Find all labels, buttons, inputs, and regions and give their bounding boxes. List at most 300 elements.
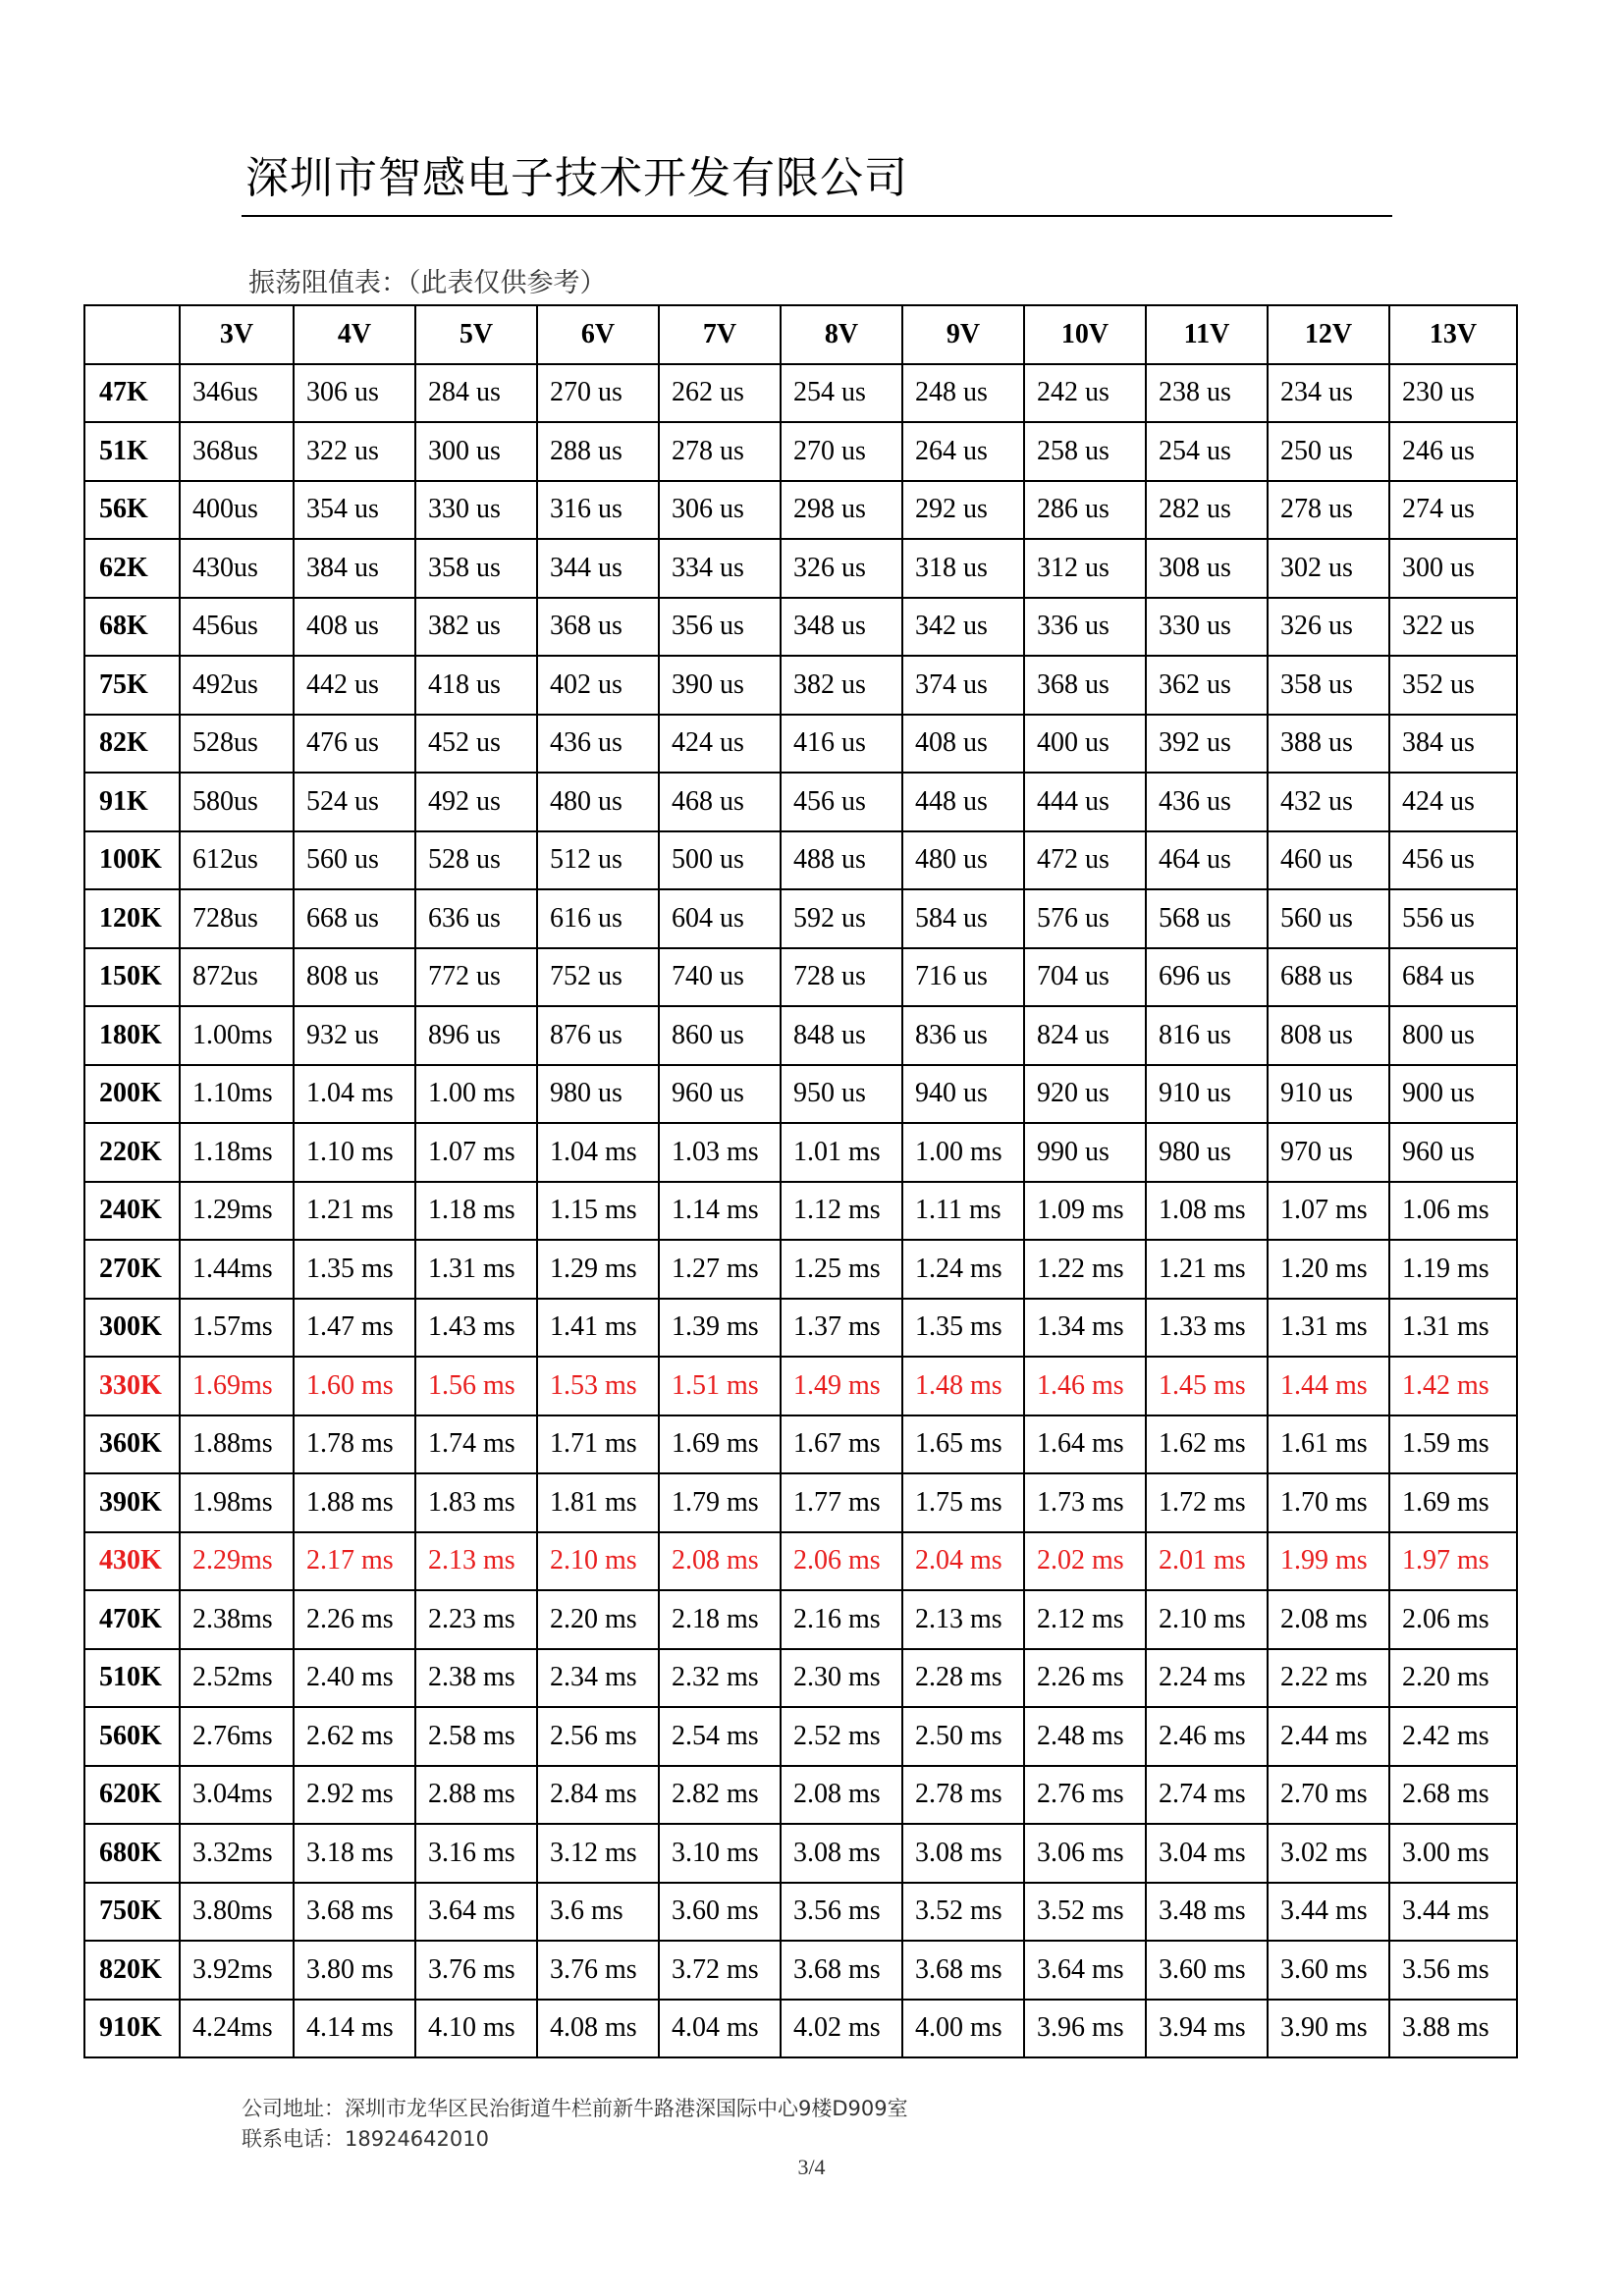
resistor-value-cell: 300K xyxy=(84,1299,180,1358)
period-value-cell: 3.64 ms xyxy=(1024,1941,1146,2000)
period-value-cell: 2.88 ms xyxy=(415,1766,537,1825)
period-value-cell: 2.38ms xyxy=(180,1590,294,1649)
table-row xyxy=(84,598,1517,657)
resistor-value-cell: 560K xyxy=(84,1707,180,1766)
table-row xyxy=(84,1590,1517,1649)
period-value-cell: 2.13 ms xyxy=(902,1590,1024,1649)
period-value-cell: 1.88ms xyxy=(180,1415,294,1474)
period-value-cell: 910 us xyxy=(1268,1065,1389,1124)
period-value-cell: 2.04 ms xyxy=(902,1532,1024,1591)
period-value-cell: 1.10 ms xyxy=(294,1123,415,1182)
resistor-value-cell: 680K xyxy=(84,1824,180,1883)
period-value-cell: 1.20 ms xyxy=(1268,1240,1389,1299)
table-row xyxy=(84,831,1517,890)
resistor-value-cell: 56K xyxy=(84,481,180,540)
period-value-cell: 356 us xyxy=(659,598,781,657)
resistor-value-cell: 270K xyxy=(84,1240,180,1299)
period-value-cell: 4.24ms xyxy=(180,2000,294,2058)
table-row xyxy=(84,1357,1517,1415)
period-value-cell: 300 us xyxy=(1389,539,1517,598)
period-value-cell: 2.76ms xyxy=(180,1707,294,1766)
period-value-cell: 1.83 ms xyxy=(415,1473,537,1532)
table-row xyxy=(84,1473,1517,1532)
period-value-cell: 3.96 ms xyxy=(1024,2000,1146,2058)
period-value-cell: 3.76 ms xyxy=(415,1941,537,2000)
period-value-cell: 2.12 ms xyxy=(1024,1590,1146,1649)
period-value-cell: 2.10 ms xyxy=(537,1532,659,1591)
period-value-cell: 444 us xyxy=(1024,773,1146,831)
table-row xyxy=(84,1649,1517,1708)
resistor-value-cell: 750K xyxy=(84,1883,180,1942)
table-row xyxy=(84,1006,1517,1065)
period-value-cell: 306 us xyxy=(659,481,781,540)
period-value-cell: 1.67 ms xyxy=(781,1415,902,1474)
period-value-cell: 436 us xyxy=(1146,773,1268,831)
period-value-cell: 4.04 ms xyxy=(659,2000,781,2058)
header-row xyxy=(84,305,1517,364)
period-value-cell: 576 us xyxy=(1024,889,1146,948)
period-value-cell: 688 us xyxy=(1268,948,1389,1007)
period-value-cell: 2.92 ms xyxy=(294,1766,415,1825)
period-value-cell: 704 us xyxy=(1024,948,1146,1007)
period-value-cell: 234 us xyxy=(1268,364,1389,423)
period-value-cell: 242 us xyxy=(1024,364,1146,423)
period-value-cell: 1.00ms xyxy=(180,1006,294,1065)
period-value-cell: 330 us xyxy=(1146,598,1268,657)
period-value-cell: 322 us xyxy=(294,422,415,481)
period-value-cell: 696 us xyxy=(1146,948,1268,1007)
column-header: 12V xyxy=(1268,305,1389,364)
period-value-cell: 1.69 ms xyxy=(1389,1473,1517,1532)
period-value-cell: 424 us xyxy=(1389,773,1517,831)
period-value-cell: 1.10ms xyxy=(180,1065,294,1124)
period-value-cell: 3.92ms xyxy=(180,1941,294,2000)
period-value-cell: 1.25 ms xyxy=(781,1240,902,1299)
period-value-cell: 1.57ms xyxy=(180,1299,294,1358)
period-value-cell: 286 us xyxy=(1024,481,1146,540)
table-row xyxy=(84,1883,1517,1942)
period-value-cell: 560 us xyxy=(294,831,415,890)
period-value-cell: 2.24 ms xyxy=(1146,1649,1268,1708)
period-value-cell: 3.08 ms xyxy=(781,1824,902,1883)
oscillation-resistance-table xyxy=(83,304,1518,2058)
period-value-cell: 1.21 ms xyxy=(294,1182,415,1241)
period-value-cell: 1.51 ms xyxy=(659,1357,781,1415)
period-value-cell: 3.60 ms xyxy=(1268,1941,1389,2000)
table-row xyxy=(84,422,1517,481)
period-value-cell: 1.31 ms xyxy=(415,1240,537,1299)
period-value-cell: 344 us xyxy=(537,539,659,598)
period-value-cell: 300 us xyxy=(415,422,537,481)
period-value-cell: 278 us xyxy=(659,422,781,481)
table-row xyxy=(84,539,1517,598)
period-value-cell: 308 us xyxy=(1146,539,1268,598)
period-value-cell: 3.88 ms xyxy=(1389,2000,1517,2058)
resistor-value-cell: 620K xyxy=(84,1766,180,1825)
table-subtitle: 振荡阻值表：（此表仅供参考） xyxy=(248,268,607,298)
period-value-cell: 568 us xyxy=(1146,889,1268,948)
period-value-cell: 384 us xyxy=(1389,715,1517,774)
period-value-cell: 254 us xyxy=(1146,422,1268,481)
period-value-cell: 1.35 ms xyxy=(902,1299,1024,1358)
period-value-cell: 1.45 ms xyxy=(1146,1357,1268,1415)
period-value-cell: 230 us xyxy=(1389,364,1517,423)
period-value-cell: 2.48 ms xyxy=(1024,1707,1146,1766)
period-value-cell: 1.09 ms xyxy=(1024,1182,1146,1241)
period-value-cell: 352 us xyxy=(1389,656,1517,715)
period-value-cell: 1.11 ms xyxy=(902,1182,1024,1241)
period-value-cell: 2.13 ms xyxy=(415,1532,537,1591)
period-value-cell: 1.07 ms xyxy=(1268,1182,1389,1241)
header-rule xyxy=(242,215,1392,217)
period-value-cell: 2.42 ms xyxy=(1389,1707,1517,1766)
period-value-cell: 2.46 ms xyxy=(1146,1707,1268,1766)
period-value-cell: 262 us xyxy=(659,364,781,423)
period-value-cell: 3.94 ms xyxy=(1146,2000,1268,2058)
period-value-cell: 3.00 ms xyxy=(1389,1824,1517,1883)
period-value-cell: 1.74 ms xyxy=(415,1415,537,1474)
period-value-cell: 246 us xyxy=(1389,422,1517,481)
period-value-cell: 400 us xyxy=(1024,715,1146,774)
period-value-cell: 1.48 ms xyxy=(902,1357,1024,1415)
period-value-cell: 848 us xyxy=(781,1006,902,1065)
period-value-cell: 3.76 ms xyxy=(537,1941,659,2000)
period-value-cell: 1.04 ms xyxy=(537,1123,659,1182)
period-value-cell: 322 us xyxy=(1389,598,1517,657)
period-value-cell: 1.06 ms xyxy=(1389,1182,1517,1241)
period-value-cell: 1.34 ms xyxy=(1024,1299,1146,1358)
period-value-cell: 2.01 ms xyxy=(1146,1532,1268,1591)
table-row xyxy=(84,1766,1517,1825)
table-row xyxy=(84,889,1517,948)
period-value-cell: 1.00 ms xyxy=(415,1065,537,1124)
period-value-cell: 418 us xyxy=(415,656,537,715)
period-value-cell: 4.08 ms xyxy=(537,2000,659,2058)
period-value-cell: 1.33 ms xyxy=(1146,1299,1268,1358)
period-value-cell: 604 us xyxy=(659,889,781,948)
resistor-value-cell: 68K xyxy=(84,598,180,657)
period-value-cell: 2.18 ms xyxy=(659,1590,781,1649)
period-value-cell: 1.37 ms xyxy=(781,1299,902,1358)
period-value-cell: 584 us xyxy=(902,889,1024,948)
period-value-cell: 970 us xyxy=(1268,1123,1389,1182)
period-value-cell: 1.31 ms xyxy=(1268,1299,1389,1358)
period-value-cell: 1.18 ms xyxy=(415,1182,537,1241)
period-value-cell: 3.06 ms xyxy=(1024,1824,1146,1883)
period-value-cell: 808 us xyxy=(294,948,415,1007)
period-value-cell: 416 us xyxy=(781,715,902,774)
period-value-cell: 2.40 ms xyxy=(294,1649,415,1708)
table-row xyxy=(84,1415,1517,1474)
period-value-cell: 362 us xyxy=(1146,656,1268,715)
period-value-cell: 258 us xyxy=(1024,422,1146,481)
column-header: 10V xyxy=(1024,305,1146,364)
period-value-cell: 4.02 ms xyxy=(781,2000,902,2058)
period-value-cell: 2.26 ms xyxy=(294,1590,415,1649)
table-row xyxy=(84,1123,1517,1182)
period-value-cell: 1.27 ms xyxy=(659,1240,781,1299)
period-value-cell: 1.53 ms xyxy=(537,1357,659,1415)
period-value-cell: 836 us xyxy=(902,1006,1024,1065)
period-value-cell: 1.43 ms xyxy=(415,1299,537,1358)
period-value-cell: 492us xyxy=(180,656,294,715)
period-value-cell: 4.10 ms xyxy=(415,2000,537,2058)
period-value-cell: 1.08 ms xyxy=(1146,1182,1268,1241)
period-value-cell: 1.61 ms xyxy=(1268,1415,1389,1474)
period-value-cell: 2.58 ms xyxy=(415,1707,537,1766)
period-value-cell: 3.02 ms xyxy=(1268,1824,1389,1883)
period-value-cell: 1.70 ms xyxy=(1268,1473,1389,1532)
period-value-cell: 2.08 ms xyxy=(781,1766,902,1825)
table-row xyxy=(84,1065,1517,1124)
period-value-cell: 2.52ms xyxy=(180,1649,294,1708)
table-row xyxy=(84,948,1517,1007)
period-value-cell: 728 us xyxy=(781,948,902,1007)
period-value-cell: 1.62 ms xyxy=(1146,1415,1268,1474)
period-value-cell: 292 us xyxy=(902,481,1024,540)
period-value-cell: 488 us xyxy=(781,831,902,890)
period-value-cell: 2.08 ms xyxy=(659,1532,781,1591)
period-value-cell: 960 us xyxy=(659,1065,781,1124)
period-value-cell: 368us xyxy=(180,422,294,481)
period-value-cell: 354 us xyxy=(294,481,415,540)
period-value-cell: 288 us xyxy=(537,422,659,481)
period-value-cell: 1.01 ms xyxy=(781,1123,902,1182)
period-value-cell: 3.12 ms xyxy=(537,1824,659,1883)
resistor-value-cell: 75K xyxy=(84,656,180,715)
period-value-cell: 524 us xyxy=(294,773,415,831)
period-value-cell: 1.56 ms xyxy=(415,1357,537,1415)
period-value-cell: 1.47 ms xyxy=(294,1299,415,1358)
period-value-cell: 980 us xyxy=(1146,1123,1268,1182)
period-value-cell: 1.46 ms xyxy=(1024,1357,1146,1415)
period-value-cell: 3.68 ms xyxy=(781,1941,902,2000)
period-value-cell: 1.41 ms xyxy=(537,1299,659,1358)
period-value-cell: 284 us xyxy=(415,364,537,423)
period-value-cell: 2.82 ms xyxy=(659,1766,781,1825)
resistor-value-cell: 360K xyxy=(84,1415,180,1474)
resistor-value-cell: 51K xyxy=(84,422,180,481)
period-value-cell: 384 us xyxy=(294,539,415,598)
resistor-value-cell: 240K xyxy=(84,1182,180,1241)
period-value-cell: 824 us xyxy=(1024,1006,1146,1065)
period-value-cell: 1.65 ms xyxy=(902,1415,1024,1474)
period-value-cell: 330 us xyxy=(415,481,537,540)
period-value-cell: 464 us xyxy=(1146,831,1268,890)
period-value-cell: 348 us xyxy=(781,598,902,657)
period-value-cell: 2.02 ms xyxy=(1024,1532,1146,1591)
period-value-cell: 592 us xyxy=(781,889,902,948)
table-row xyxy=(84,715,1517,774)
period-value-cell: 1.04 ms xyxy=(294,1065,415,1124)
period-value-cell: 896 us xyxy=(415,1006,537,1065)
period-value-cell: 270 us xyxy=(537,364,659,423)
period-value-cell: 2.76 ms xyxy=(1024,1766,1146,1825)
period-value-cell: 3.60 ms xyxy=(659,1883,781,1942)
period-value-cell: 1.69 ms xyxy=(659,1415,781,1474)
period-value-cell: 278 us xyxy=(1268,481,1389,540)
column-header: 3V xyxy=(180,305,294,364)
table-row xyxy=(84,773,1517,831)
period-value-cell: 456 us xyxy=(1389,831,1517,890)
period-value-cell: 2.17 ms xyxy=(294,1532,415,1591)
period-value-cell: 460 us xyxy=(1268,831,1389,890)
table-row xyxy=(84,1240,1517,1299)
period-value-cell: 940 us xyxy=(902,1065,1024,1124)
resistor-value-cell: 200K xyxy=(84,1065,180,1124)
resistor-value-cell: 120K xyxy=(84,889,180,948)
period-value-cell: 3.68 ms xyxy=(902,1941,1024,2000)
period-value-cell: 616 us xyxy=(537,889,659,948)
period-value-cell: 3.56 ms xyxy=(781,1883,902,1942)
period-value-cell: 408 us xyxy=(902,715,1024,774)
period-value-cell: 3.44 ms xyxy=(1268,1883,1389,1942)
period-value-cell: 442 us xyxy=(294,656,415,715)
period-value-cell: 800 us xyxy=(1389,1006,1517,1065)
period-value-cell: 728us xyxy=(180,889,294,948)
resistor-value-cell: 330K xyxy=(84,1357,180,1415)
period-value-cell: 368 us xyxy=(537,598,659,657)
period-value-cell: 1.73 ms xyxy=(1024,1473,1146,1532)
period-value-cell: 336 us xyxy=(1024,598,1146,657)
period-value-cell: 1.75 ms xyxy=(902,1473,1024,1532)
period-value-cell: 2.84 ms xyxy=(537,1766,659,1825)
period-value-cell: 334 us xyxy=(659,539,781,598)
period-value-cell: 270 us xyxy=(781,422,902,481)
period-value-cell: 298 us xyxy=(781,481,902,540)
period-value-cell: 3.6 ms xyxy=(537,1883,659,1942)
column-header: 8V xyxy=(781,305,902,364)
period-value-cell: 448 us xyxy=(902,773,1024,831)
column-header: 4V xyxy=(294,305,415,364)
period-value-cell: 302 us xyxy=(1268,539,1389,598)
period-value-cell: 3.52 ms xyxy=(902,1883,1024,1942)
period-value-cell: 1.22 ms xyxy=(1024,1240,1146,1299)
period-value-cell: 3.60 ms xyxy=(1146,1941,1268,2000)
period-value-cell: 2.32 ms xyxy=(659,1649,781,1708)
period-value-cell: 1.99 ms xyxy=(1268,1532,1389,1591)
period-value-cell: 3.08 ms xyxy=(902,1824,1024,1883)
resistor-value-cell: 220K xyxy=(84,1123,180,1182)
period-value-cell: 3.52 ms xyxy=(1024,1883,1146,1942)
period-value-cell: 1.00 ms xyxy=(902,1123,1024,1182)
period-value-cell: 740 us xyxy=(659,948,781,1007)
period-value-cell: 326 us xyxy=(781,539,902,598)
resistor-value-cell: 430K xyxy=(84,1532,180,1591)
period-value-cell: 3.44 ms xyxy=(1389,1883,1517,1942)
column-header: 7V xyxy=(659,305,781,364)
period-value-cell: 1.14 ms xyxy=(659,1182,781,1241)
period-value-cell: 876 us xyxy=(537,1006,659,1065)
period-value-cell: 358 us xyxy=(1268,656,1389,715)
period-value-cell: 2.54 ms xyxy=(659,1707,781,1766)
resistor-value-cell: 180K xyxy=(84,1006,180,1065)
period-value-cell: 3.72 ms xyxy=(659,1941,781,2000)
period-value-cell: 476 us xyxy=(294,715,415,774)
period-value-cell: 1.88 ms xyxy=(294,1473,415,1532)
period-value-cell: 2.34 ms xyxy=(537,1649,659,1708)
column-header: 9V xyxy=(902,305,1024,364)
period-value-cell: 2.10 ms xyxy=(1146,1590,1268,1649)
period-value-cell: 668 us xyxy=(294,889,415,948)
table-body xyxy=(84,364,1517,2058)
table-row xyxy=(84,364,1517,423)
table-row xyxy=(84,1824,1517,1883)
period-value-cell: 312 us xyxy=(1024,539,1146,598)
period-value-cell: 980 us xyxy=(537,1065,659,1124)
period-value-cell: 920 us xyxy=(1024,1065,1146,1124)
period-value-cell: 1.29 ms xyxy=(537,1240,659,1299)
period-value-cell: 1.77 ms xyxy=(781,1473,902,1532)
period-value-cell: 772 us xyxy=(415,948,537,1007)
period-value-cell: 500 us xyxy=(659,831,781,890)
period-value-cell: 436 us xyxy=(537,715,659,774)
period-value-cell: 872us xyxy=(180,948,294,1007)
period-value-cell: 1.19 ms xyxy=(1389,1240,1517,1299)
period-value-cell: 2.44 ms xyxy=(1268,1707,1389,1766)
period-value-cell: 400us xyxy=(180,481,294,540)
period-value-cell: 950 us xyxy=(781,1065,902,1124)
period-value-cell: 2.50 ms xyxy=(902,1707,1024,1766)
period-value-cell: 684 us xyxy=(1389,948,1517,1007)
period-value-cell: 3.64 ms xyxy=(415,1883,537,1942)
period-value-cell: 480 us xyxy=(537,773,659,831)
resistor-value-cell: 82K xyxy=(84,715,180,774)
resistor-value-cell: 150K xyxy=(84,948,180,1007)
period-value-cell: 1.31 ms xyxy=(1389,1299,1517,1358)
period-value-cell: 3.90 ms xyxy=(1268,2000,1389,2058)
period-value-cell: 316 us xyxy=(537,481,659,540)
period-value-cell: 1.78 ms xyxy=(294,1415,415,1474)
period-value-cell: 1.98ms xyxy=(180,1473,294,1532)
period-value-cell: 3.80 ms xyxy=(294,1941,415,2000)
period-value-cell: 492 us xyxy=(415,773,537,831)
period-value-cell: 3.10 ms xyxy=(659,1824,781,1883)
table-row xyxy=(84,656,1517,715)
period-value-cell: 2.20 ms xyxy=(1389,1649,1517,1708)
period-value-cell: 274 us xyxy=(1389,481,1517,540)
period-value-cell: 1.71 ms xyxy=(537,1415,659,1474)
period-value-cell: 528us xyxy=(180,715,294,774)
period-value-cell: 306 us xyxy=(294,364,415,423)
period-value-cell: 1.79 ms xyxy=(659,1473,781,1532)
period-value-cell: 1.44ms xyxy=(180,1240,294,1299)
period-value-cell: 1.69ms xyxy=(180,1357,294,1415)
page-number: 3/4 xyxy=(797,2155,826,2179)
period-value-cell: 2.22 ms xyxy=(1268,1649,1389,1708)
table-row xyxy=(84,2000,1517,2058)
period-value-cell: 3.04ms xyxy=(180,1766,294,1825)
period-value-cell: 456 us xyxy=(781,773,902,831)
period-value-cell: 282 us xyxy=(1146,481,1268,540)
resistor-value-cell: 100K xyxy=(84,831,180,890)
period-value-cell: 368 us xyxy=(1024,656,1146,715)
period-value-cell: 390 us xyxy=(659,656,781,715)
period-value-cell: 3.56 ms xyxy=(1389,1941,1517,2000)
period-value-cell: 472 us xyxy=(1024,831,1146,890)
period-value-cell: 248 us xyxy=(902,364,1024,423)
period-value-cell: 1.97 ms xyxy=(1389,1532,1517,1591)
period-value-cell: 388 us xyxy=(1268,715,1389,774)
period-value-cell: 556 us xyxy=(1389,889,1517,948)
period-value-cell: 3.32ms xyxy=(180,1824,294,1883)
table-row xyxy=(84,1299,1517,1358)
period-value-cell: 382 us xyxy=(415,598,537,657)
period-value-cell: 860 us xyxy=(659,1006,781,1065)
resistor-value-cell: 62K xyxy=(84,539,180,598)
table-row xyxy=(84,1707,1517,1766)
period-value-cell: 238 us xyxy=(1146,364,1268,423)
